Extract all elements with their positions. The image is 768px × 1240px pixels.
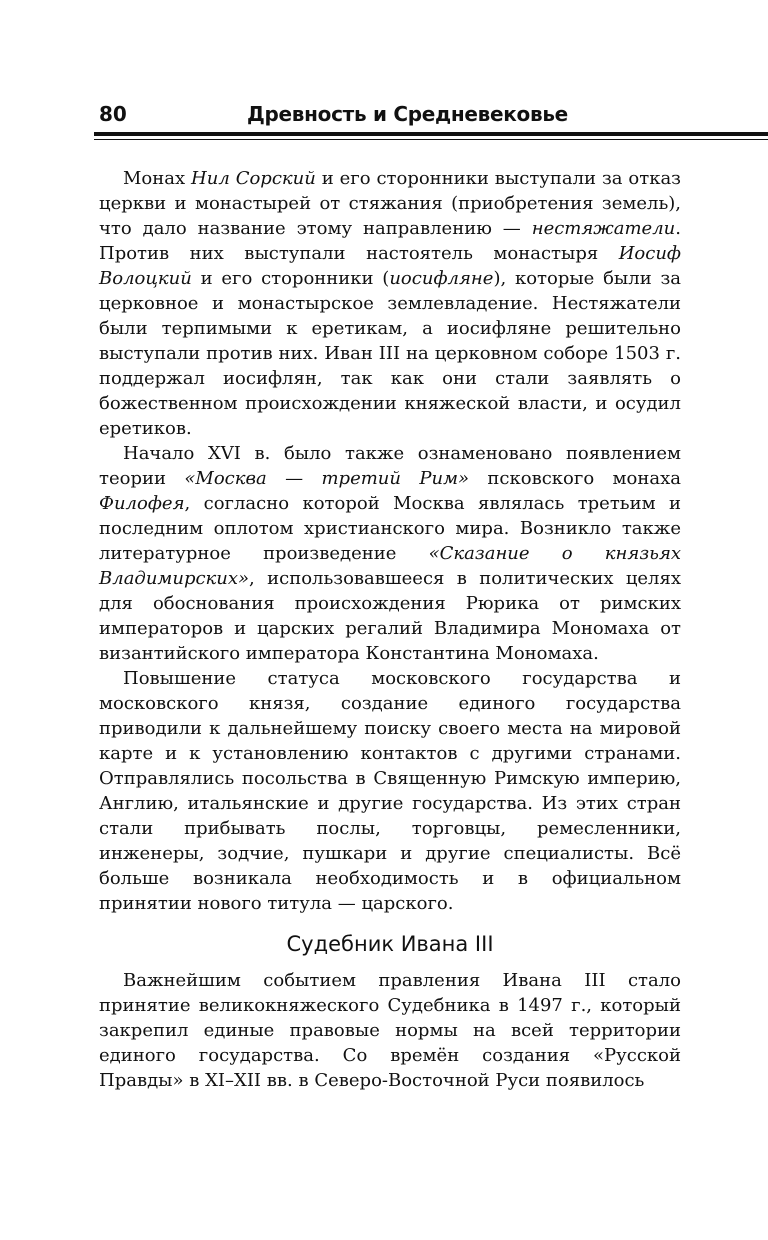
text-run: псковского монаха bbox=[469, 468, 682, 489]
text-run: , использовавшееся в политических целях для обоснования происхождения Рюрика от римских императоров и царских регалий Владимира Мономаха от византийского императора Константина Мономаха. bbox=[99, 568, 681, 664]
text-run: и его сторонники ( bbox=[191, 268, 390, 289]
paragraph bbox=[99, 666, 681, 916]
text-run: ), которые были за церковное и монастырское землевладение. Нестяжатели были терпимыми к еретикам, а иосифляне решительно выступали против них. Иван III на церковном соборе 1503 г. поддержал иосифлян, так как они стали заявлять о божественном происхождении княжеской власти, и осудил еретиков. bbox=[99, 268, 682, 439]
italic-term: Нил Сорский bbox=[191, 168, 316, 189]
italic-term: иосифляне bbox=[389, 268, 494, 289]
italic-term: «Москва — третий Рим» bbox=[184, 468, 470, 489]
text-run: Начало XVI в. было также ознаменовано появлением теории bbox=[99, 443, 681, 489]
paragraph bbox=[99, 441, 681, 666]
paragraph bbox=[99, 166, 681, 441]
text-run: и его сторонники выступали за отказ церкви и монастырей от стяжания (приобретения земель), что дало название этому направлению — bbox=[99, 168, 681, 239]
body-text bbox=[99, 166, 681, 1093]
text-run: Важнейшим событием правления Ивана III стало принятие великокняжеского Судебника в 1497 г., который закрепил единые правовые нормы на всей территории единого государства. Со времён создания «Русской Правды» в XI–XII вв. в Северо-Восточной Руси появилось bbox=[99, 970, 681, 1091]
header-rule-thin bbox=[94, 139, 768, 140]
text-run: Повышение статуса московского государства и московского князя, создание единого государства приводили к дальнейшему поиску своего места на мировой карте и к установлению контактов с другими странами. Отправлялись посольства в Священную Римскую империю, Англию, итальянские и другие государства. Из этих стран стали прибывать послы, торговцы, ремесленники, инженеры, зодчие, пушкари и другие специалисты. Всё больше возникала необходимость и в официальном принятии нового титула — царского. bbox=[99, 668, 681, 914]
page-header bbox=[0, 92, 768, 142]
text-run: . Против них выступали настоятель монастыря bbox=[99, 218, 681, 264]
italic-term: Иосиф Волоцкий bbox=[99, 243, 681, 289]
running-title: Древность и Средневековье bbox=[247, 102, 568, 126]
page-number: 80 bbox=[99, 102, 127, 126]
paragraph bbox=[99, 968, 681, 1093]
section-heading: Судебник Ивана III bbox=[286, 932, 494, 956]
text-run: Монах bbox=[123, 168, 192, 189]
text-run: , согласно которой Москва являлась третьим и последним оплотом христианского мира. Возникло также литературное произведение bbox=[99, 493, 681, 564]
italic-term: «Сказание о князьях Владимирских» bbox=[99, 543, 682, 589]
header-rule-thick bbox=[94, 132, 768, 136]
italic-term: нестяжатели bbox=[531, 218, 676, 239]
italic-term: Филофея bbox=[99, 493, 185, 514]
